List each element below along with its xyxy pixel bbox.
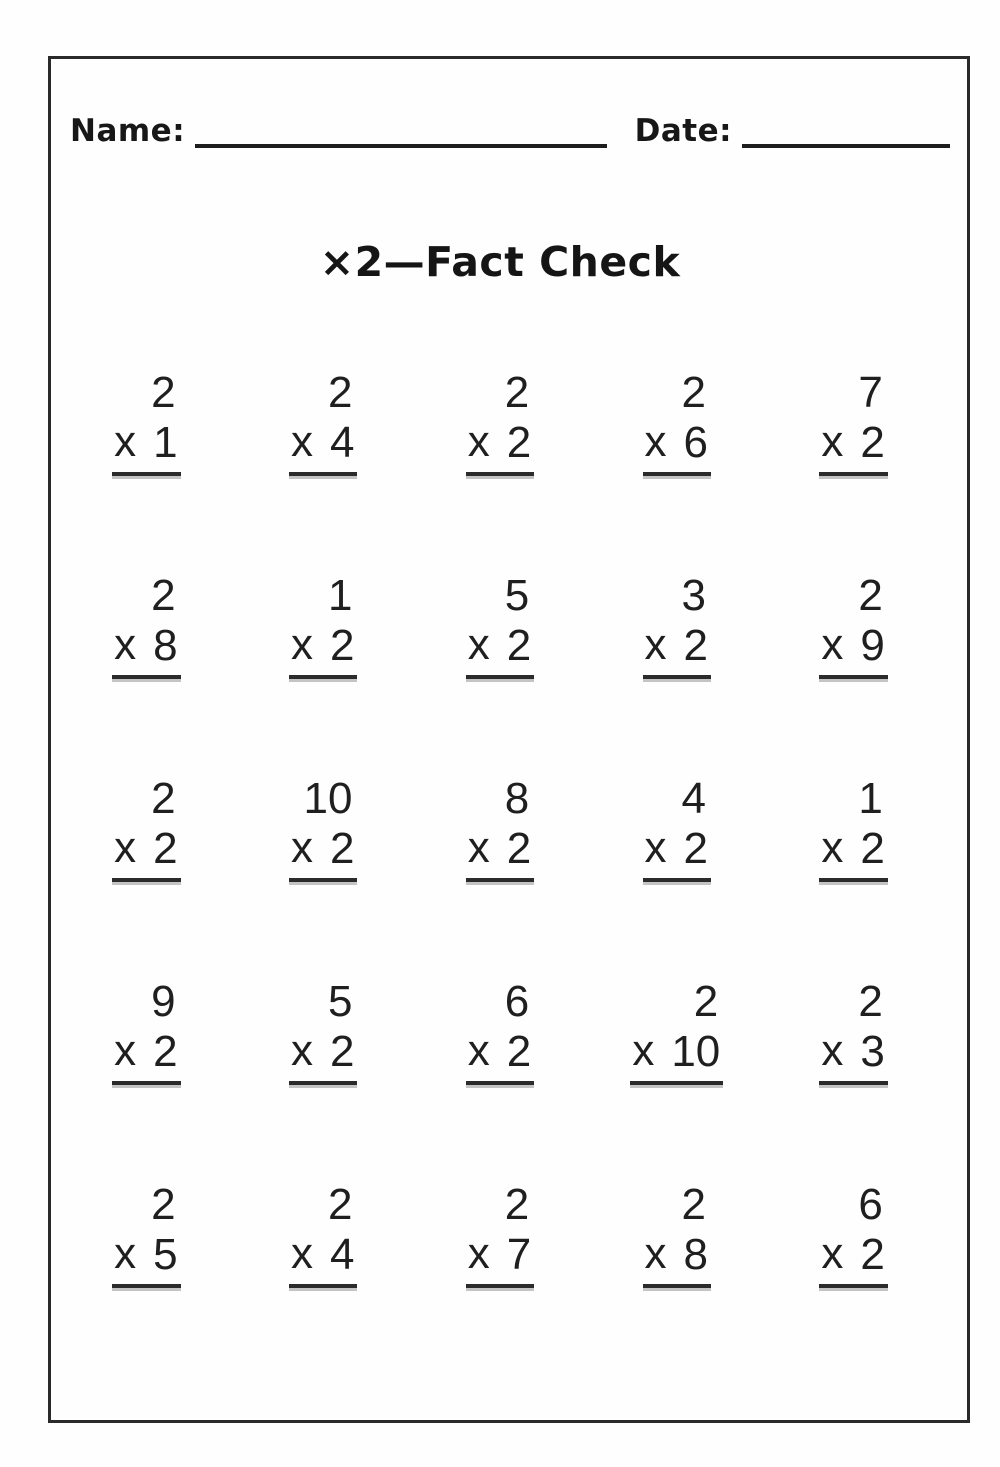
- bottom-row: [466, 823, 534, 882]
- bottom-row: [643, 823, 711, 882]
- bottom-operand: 6: [683, 418, 709, 468]
- top-operand: 5: [327, 977, 353, 1026]
- bottom-row: [289, 1026, 357, 1085]
- bottom-row: [466, 620, 534, 679]
- bottom-row: [112, 823, 180, 882]
- top-operand: 2: [327, 368, 353, 417]
- date-blank-line: [742, 108, 950, 148]
- problem-25: [819, 1182, 887, 1288]
- problem-11: [112, 776, 180, 882]
- top-operand: 2: [151, 571, 176, 620]
- problem-1: [112, 370, 180, 476]
- bottom-operand: 2: [329, 1027, 355, 1077]
- top-operand: 2: [681, 368, 707, 417]
- multiply-sign: x: [114, 1026, 137, 1076]
- bottom-row: [819, 1229, 887, 1288]
- top-operand: 2: [858, 977, 883, 1026]
- problem-5: [819, 370, 887, 476]
- bottom-operand: 2: [860, 418, 885, 468]
- bottom-operand: 8: [683, 1230, 709, 1280]
- top-operand: 6: [858, 1180, 883, 1229]
- multiply-sign: x: [467, 620, 490, 670]
- multiply-sign: x: [467, 1229, 490, 1279]
- bottom-operand: 5: [153, 1230, 178, 1280]
- top-operand: 8: [504, 774, 530, 823]
- bottom-operand: 7: [506, 1230, 532, 1280]
- bottom-operand: 4: [329, 418, 355, 468]
- problem-9: [643, 573, 711, 679]
- multiply-sign: x: [114, 823, 137, 873]
- bottom-row: [112, 1026, 180, 1085]
- multiply-sign: x: [467, 417, 490, 467]
- top-operand: 9: [151, 977, 176, 1026]
- problem-17: [289, 979, 357, 1085]
- bottom-row: [466, 1229, 534, 1288]
- bottom-row: [630, 1026, 723, 1085]
- multiply-sign: x: [114, 417, 137, 467]
- multiply-sign: x: [644, 823, 667, 873]
- multiply-sign: x: [821, 417, 844, 467]
- bottom-operand: 2: [860, 824, 885, 874]
- top-operand: 1: [327, 571, 353, 620]
- problem-10: [819, 573, 887, 679]
- multiply-sign: x: [632, 1026, 655, 1076]
- multiply-sign: x: [821, 1026, 844, 1076]
- top-operand: 10: [303, 774, 353, 823]
- multiply-sign: x: [821, 823, 844, 873]
- bottom-row: [643, 1229, 711, 1288]
- name-label: Name:: [70, 112, 186, 149]
- multiply-sign: x: [467, 823, 490, 873]
- bottom-row: [643, 417, 711, 476]
- bottom-row: [819, 620, 887, 679]
- top-operand: 2: [504, 1180, 530, 1229]
- bottom-operand: 2: [506, 824, 532, 874]
- bottom-row: [819, 1026, 887, 1085]
- problem-3: [466, 370, 534, 476]
- top-operand: 2: [327, 1180, 353, 1229]
- multiply-sign: x: [290, 620, 313, 670]
- top-operand: 7: [858, 368, 883, 417]
- multiply-sign: x: [644, 620, 667, 670]
- top-operand: 2: [151, 1180, 176, 1229]
- problem-8: [466, 573, 534, 679]
- bottom-operand: 2: [506, 621, 532, 671]
- bottom-operand: 2: [683, 824, 709, 874]
- multiply-sign: x: [290, 1026, 313, 1076]
- bottom-operand: 9: [860, 621, 885, 671]
- top-operand: 2: [681, 1180, 707, 1229]
- bottom-row: [289, 1229, 357, 1288]
- top-operand: 2: [151, 774, 176, 823]
- multiply-sign: x: [644, 417, 667, 467]
- problem-16: [112, 979, 180, 1085]
- bottom-operand: 2: [506, 418, 532, 468]
- multiply-sign: x: [821, 620, 844, 670]
- date-label: Date:: [634, 112, 732, 149]
- multiply-sign: x: [290, 823, 313, 873]
- multiply-sign: x: [290, 1229, 313, 1279]
- bottom-operand: 2: [153, 1027, 178, 1077]
- bottom-row: [112, 620, 180, 679]
- problem-19: [630, 979, 723, 1085]
- bottom-operand: 4: [329, 1230, 355, 1280]
- top-operand: 2: [693, 977, 719, 1026]
- problem-15: [819, 776, 887, 882]
- problem-12: [289, 776, 357, 882]
- bottom-row: [289, 417, 357, 476]
- top-operand: 1: [858, 774, 883, 823]
- bottom-operand: 10: [671, 1027, 721, 1077]
- problem-6: [112, 573, 180, 679]
- multiply-sign: x: [114, 620, 137, 670]
- problem-4: [643, 370, 711, 476]
- problem-7: [289, 573, 357, 679]
- bottom-row: [643, 620, 711, 679]
- problem-18: [466, 979, 534, 1085]
- header-row: [70, 108, 950, 150]
- bottom-row: [112, 417, 180, 476]
- bottom-operand: 2: [329, 824, 355, 874]
- problem-24: [643, 1182, 711, 1288]
- name-blank-line: [195, 108, 607, 148]
- bottom-operand: 3: [860, 1027, 885, 1077]
- bottom-row: [112, 1229, 180, 1288]
- bottom-operand: 8: [153, 621, 178, 671]
- bottom-row: [819, 823, 887, 882]
- worksheet-title: ×2—Fact Check: [319, 238, 681, 286]
- problem-14: [643, 776, 711, 882]
- multiply-sign: x: [290, 417, 313, 467]
- bottom-row: [289, 620, 357, 679]
- bottom-operand: 2: [329, 621, 355, 671]
- multiply-sign: x: [821, 1229, 844, 1279]
- bottom-operand: 2: [683, 621, 709, 671]
- bottom-row: [819, 417, 887, 476]
- problem-2: [289, 370, 357, 476]
- problem-13: [466, 776, 534, 882]
- top-operand: 3: [681, 571, 707, 620]
- top-operand: 6: [504, 977, 530, 1026]
- problem-20: [819, 979, 887, 1085]
- bottom-row: [289, 823, 357, 882]
- bottom-row: [466, 417, 534, 476]
- top-operand: 2: [151, 368, 176, 417]
- bottom-operand: 1: [153, 418, 178, 468]
- bottom-operand: 2: [860, 1230, 885, 1280]
- top-operand: 4: [681, 774, 707, 823]
- bottom-row: [466, 1026, 534, 1085]
- problem-22: [289, 1182, 357, 1288]
- problem-23: [466, 1182, 534, 1288]
- multiply-sign: x: [644, 1229, 667, 1279]
- problems-grid: [58, 370, 942, 1385]
- problem-21: [112, 1182, 180, 1288]
- multiply-sign: x: [114, 1229, 137, 1279]
- bottom-operand: 2: [153, 824, 178, 874]
- top-operand: 2: [858, 571, 883, 620]
- bottom-operand: 2: [506, 1027, 532, 1077]
- top-operand: 2: [504, 368, 530, 417]
- top-operand: 5: [504, 571, 530, 620]
- multiply-sign: x: [467, 1026, 490, 1076]
